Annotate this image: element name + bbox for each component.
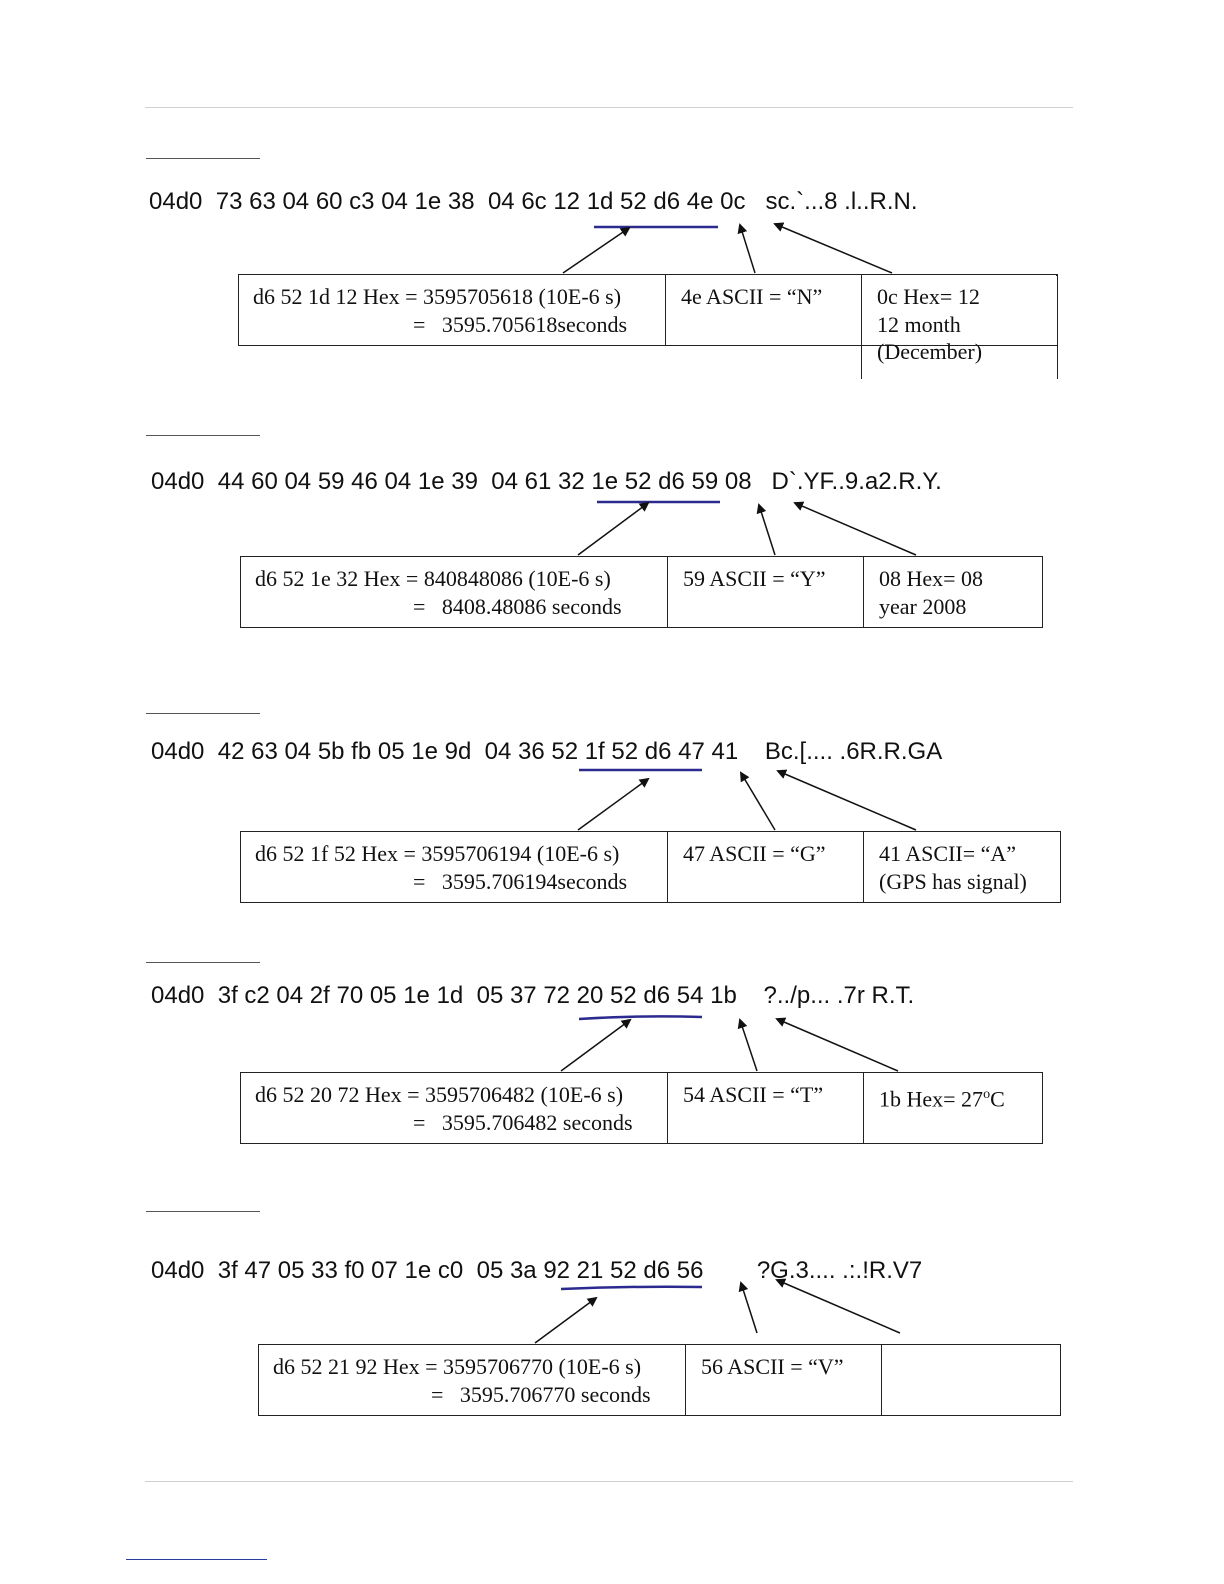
temp-value: 1b Hex= 27 — [879, 1086, 984, 1112]
ascii-cell: 47 ASCII = “G” — [683, 841, 826, 866]
time-cell-line1: d6 52 20 72 Hex = 3595706482 (10E-6 s) — [255, 1082, 624, 1107]
hex-dump-line-5: 04d0 3f 47 05 33 f0 07 1e c0 05 3a 92 21 52 d6 56 ?G.3.... .:.!R.V7 — [151, 1257, 923, 1284]
hex-dump-line-4: 04d0 3f c2 04 2f 70 05 1e 1d 05 37 72 20 52 d6 54 1b ?../p... .7r R.T. — [151, 982, 915, 1009]
ascii-cell: 59 ASCII = “Y” — [683, 566, 826, 591]
ascii-cell: 54 ASCII = “T” — [683, 1082, 824, 1107]
arrow — [578, 779, 648, 830]
temp-unit: C — [990, 1086, 1005, 1112]
arrow — [535, 1298, 596, 1343]
value-cell-line1: 08 Hex= 08 — [879, 566, 984, 591]
arrow — [740, 225, 755, 273]
hex-dump-line-2: 04d0 44 60 04 59 46 04 1e 39 04 61 32 1e 52 d6 59 08 D`.YF..9.a2.R.Y. — [151, 468, 942, 495]
value-cell-line2: year 2008 — [879, 594, 967, 619]
degree-sup: o — [983, 1087, 991, 1102]
value-cell-line1: 0c Hex= 12 — [877, 284, 980, 309]
arrow — [741, 773, 775, 830]
hex-dump-line-3: 04d0 42 63 04 5b fb 05 1e 9d 04 36 52 1f 52 d6 47 41 Bc.[.... .6R.R.GA — [151, 738, 943, 765]
arrow — [563, 228, 629, 273]
time-cell-line2: = 3595.706482 seconds — [413, 1110, 633, 1135]
time-cell-line1: d6 52 21 92 Hex = 3595706770 (10E-6 s) — [273, 1354, 642, 1379]
hex-dump-line-1: 04d0 73 63 04 60 c3 04 1e 38 04 6c 12 1d 52 d6 4e 0c sc.`...8 .l..R.N. — [149, 188, 918, 215]
ascii-cell: 4e ASCII = “N” — [681, 284, 823, 309]
arrow — [741, 1283, 757, 1333]
value-cell-line3: (December) — [877, 339, 983, 364]
arrow — [561, 1020, 630, 1071]
time-cell-line2: = 8408.48086 seconds — [413, 594, 622, 619]
arrow — [775, 224, 892, 273]
time-cell-line2: = 3595.705618seconds — [413, 312, 628, 337]
arrow — [578, 503, 648, 555]
time-cell-line2: = 3595.706194seconds — [413, 869, 628, 894]
time-cell-line1: d6 52 1e 32 Hex = 840848086 (10E-6 s) — [255, 566, 611, 591]
time-cell-line1: d6 52 1d 12 Hex = 3595705618 (10E-6 s) — [253, 284, 622, 309]
arrow — [740, 1020, 757, 1071]
highlight-underline — [561, 1287, 702, 1289]
arrow — [759, 505, 775, 555]
value-cell-line1: 41 ASCII= “A” — [879, 841, 1017, 866]
arrow — [777, 1019, 898, 1071]
time-cell-line1: d6 52 1f 52 Hex = 3595706194 (10E-6 s) — [255, 841, 620, 866]
time-cell-line2: = 3595.706770 seconds — [431, 1382, 651, 1407]
arrow — [777, 1280, 900, 1333]
arrow — [778, 771, 916, 830]
value-cell-line2: 12 month — [877, 312, 961, 337]
arrow — [795, 503, 916, 555]
highlight-underline — [579, 1016, 702, 1019]
value-cell-line2: (GPS has signal) — [879, 869, 1027, 894]
ascii-cell: 56 ASCII = “V” — [701, 1354, 844, 1379]
